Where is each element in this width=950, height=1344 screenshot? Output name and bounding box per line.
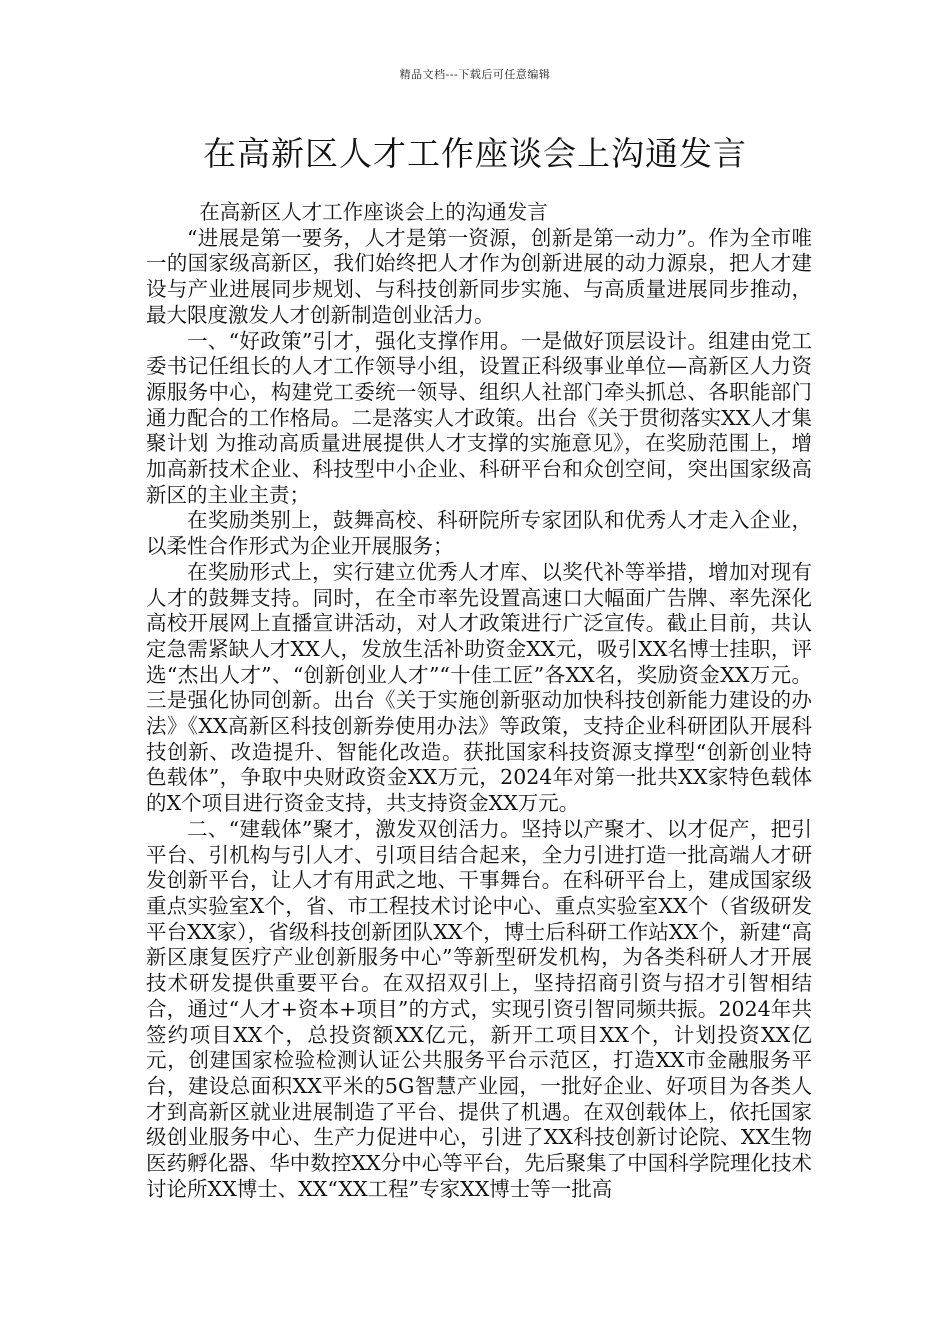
document-title: 在高新区人才工作座谈会上沟通发言 xyxy=(203,134,747,173)
reward-form-paragraph: 在奖励形式上，实行建立优秀人才库、以奖代补等举措，增加对现有人才的鼓舞支持。同时，在全市率先设置高速口大幅面广告牌、率先深化高校开展网上直播宣讲活动，对人才政策进行广泛宣传。截止目前，共认定急需紧缺人才XX人，发放生活补助资金XX元，吸引XX名博士挂职，评选“杰出人才”、“创新创业人才”“十佳工匠”各XX名，奖励资金XX万元。三是强化协同创新。出台《关于实施创新驱动加快科技创新能力建设的办法》《XX高新区科技创新券使用办法》等政策，支持企业科研团队开展科技创新、改造提升、智能化改造。获批国家科技资源支撑型“创新创业特色载体”，争取中央财政资金XX万元，2024年对第一批共XX家特色载体的X个项目进行资金支持，共支持资金XX万元。 xyxy=(146,559,812,816)
reward-category-paragraph: 在奖励类别上，鼓舞高校、科研院所专家团队和优秀人才走入企业，以柔性合作形式为企业开展服务； xyxy=(146,508,812,559)
document-body xyxy=(146,200,812,1202)
section-one-paragraph: 一、“好政策”引才，强化支撑作用。一是做好顶层设计。组建由党工委书记任组长的人才工作领导小组，设置正科级事业单位—高新区人力资源服务中心，构建党工委统一领导、组织人社部门牵头抓总、各职能部门通力配合的工作格局。二是落实人才政策。出台《关于贯彻落实XX人才集聚计划 为推动高质量进展提供人才支撑的实施意见》，在奖励范围上，增加高新技术企业、科技型中小企业、科研平台和众创空间，突出国家级高新区的主业主责； xyxy=(146,328,812,507)
intro-paragraph: “进展是第一要务，人才是第一资源，创新是第一动力”。作为全市唯一的国家级高新区，我们始终把人才作为创新进展的动力源泉，把人才建设与产业进展同步规划、与科技创新同步实施、与高质量进展同步推动，最大限度激发人才创新制造创业活力。 xyxy=(146,225,812,327)
section-two-paragraph: 二、“建载体”聚才，激发双创活力。坚持以产聚才、以才促产，把引平台、引机构与引人才、引项目结合起来，全力引进打造一批高端人才研发创新平台，让人才有用武之地、干事舞台。在科研平台上，建成国家级重点实验室X个，省、市工程技术讨论中心、重点实验室XX个（省级研发平台XX家），省级科技创新团队XX个，博士后科研工作站XX个，新建“高新区康复医疗产业创新服务中心”等新型研发机构，为各类科研人才开展技术研发提供重要平台。在双招双引上，坚持招商引资与招才引智相结合，通过“人才+资本+项目”的方式，实现引资引智同频共振。2024年共签约项目XX个，总投资额XX亿元，新开工项目XX个，计划投资XX亿元，创建国家检验检测认证公共服务平台示范区，打造XX市金融服务平台，建设总面积XX平米的5G智慧产业园，一批好企业、好项目为各类人才到高新区就业进展制造了平台、提供了机遇。在双创载体上，依托国家级创业服务中心、生产力促进中心，引进了XX科技创新讨论院、XX生物医药孵化器、华中数控XX分中心等平台，先后聚集了中国科学院理化技术讨论所XX博士、XX“XX工程”专家XX博士等一批高 xyxy=(146,816,812,1201)
subtitle-paragraph: 在高新区人才工作座谈会上的沟通发言 xyxy=(199,200,548,224)
header-note: 精品文档---下载后可任意编辑 xyxy=(399,68,551,81)
